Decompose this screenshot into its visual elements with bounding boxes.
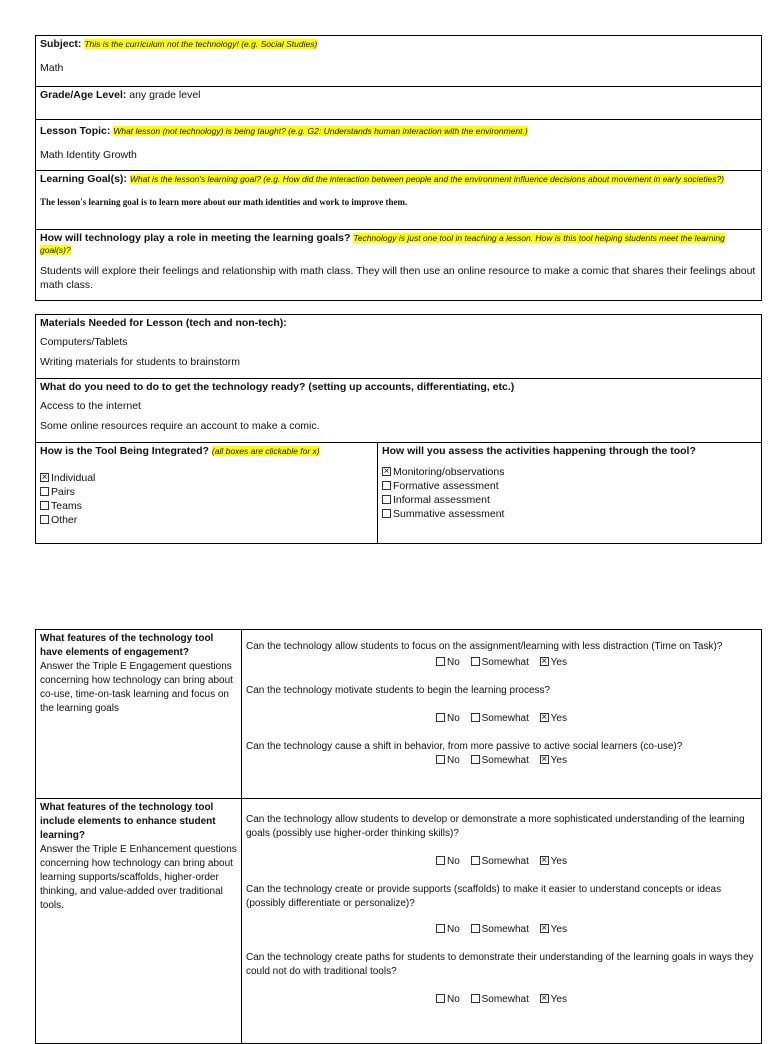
checkbox-checked-icon[interactable]	[40, 473, 49, 482]
checkbox-checked-icon[interactable]	[382, 467, 391, 476]
integrated-column	[36, 443, 377, 543]
materials-label: Materials Needed for Lesson (tech and non-tech):	[40, 317, 287, 329]
integrated-pairs[interactable]: Pairs	[40, 485, 373, 499]
checkbox-icon[interactable]	[40, 487, 49, 496]
assess-formative[interactable]: Formative assessment	[382, 479, 757, 493]
integrated-label: How is the Tool Being Integrated?	[40, 445, 209, 457]
option-somewhat[interactable]: Somewhat	[471, 924, 529, 935]
option-no[interactable]: No	[436, 856, 460, 867]
goal-hint: What is the lesson's learning goal? (e.g. How did the interaction between people and the environment influence decisions about movement in early societies?)	[129, 174, 724, 184]
engagement-q2-options	[246, 712, 757, 726]
integrated-hint: (all boxes are clickable for x)	[211, 446, 320, 456]
enhancement-q3: Can the technology create paths for students to demonstrate their understanding of the learning goals in ways they could not do with traditional tools?	[246, 952, 754, 977]
checkbox-icon[interactable]	[471, 924, 480, 933]
engagement-row	[36, 630, 762, 799]
option-no[interactable]: No	[436, 657, 460, 668]
engagement-q1-options	[246, 656, 757, 670]
option-yes[interactable]: × Yes	[540, 856, 567, 867]
option-yes[interactable]: × Yes	[540, 924, 567, 935]
materials-row	[36, 315, 761, 379]
engagement-heading-cell	[36, 630, 242, 799]
role-label: How will technology play a role in meeting the learning goals?	[40, 232, 351, 244]
engagement-heading: What features of the technology tool have elements of engagement?	[40, 633, 214, 658]
option-yes[interactable]: × Yes	[540, 755, 567, 766]
topic-value[interactable]: Math Identity Growth	[40, 149, 137, 161]
materials-box	[35, 314, 762, 544]
checkbox-checked-icon[interactable]	[540, 924, 549, 933]
enhancement-questions-cell	[242, 799, 762, 1044]
enhancement-q2-options	[246, 923, 757, 937]
option-no[interactable]: No	[436, 994, 460, 1005]
option-somewhat[interactable]: Somewhat	[471, 657, 529, 668]
checkbox-icon[interactable]	[40, 515, 49, 524]
checkbox-checked-icon[interactable]	[540, 856, 549, 865]
topic-label: Lesson Topic:	[40, 125, 111, 137]
checkbox-checked-icon[interactable]	[540, 994, 549, 1003]
goal-label: Learning Goal(s):	[40, 173, 127, 185]
integrated-teams[interactable]: Teams	[40, 499, 373, 513]
ready-item-1[interactable]: Access to the internet	[40, 400, 141, 412]
assess-label: How will you assess the activities happening through the tool?	[382, 445, 696, 457]
role-row	[36, 230, 761, 300]
option-yes[interactable]: × Yes	[540, 994, 567, 1005]
goal-value[interactable]: The lesson's learning goal is to learn more about our math identities and work to improve them.	[40, 197, 408, 207]
grade-row	[36, 87, 761, 120]
ready-row	[36, 379, 761, 443]
enhancement-q2: Can the technology create or provide supports (scaffolds) to make it easier to understand concepts or ideas (possibly differentiate or personalize)?	[246, 884, 722, 909]
checkbox-icon[interactable]	[471, 994, 480, 1003]
checkbox-icon[interactable]	[382, 495, 391, 504]
checkbox-icon[interactable]	[436, 713, 445, 722]
topic-hint: What lesson (not technology) is being taught? (e.g. G2: Understands human interaction with the environment.)	[113, 126, 528, 136]
checkbox-icon[interactable]	[40, 501, 49, 510]
enhancement-heading-cell	[36, 799, 242, 1044]
checkbox-checked-icon[interactable]	[540, 755, 549, 764]
enhancement-desc: Answer the Triple E Enhancement questions concerning how technology can bring about learning supports/scaffolds, higher-order thinking, and value-added over traditional tools.	[40, 844, 237, 911]
checkbox-icon[interactable]	[471, 856, 480, 865]
goal-row	[36, 171, 761, 230]
subject-label: Subject:	[40, 38, 82, 50]
ready-item-2[interactable]: Some online resources require an account to make a comic.	[40, 420, 320, 432]
option-yes[interactable]: × Yes	[540, 657, 567, 668]
engagement-q3-options	[246, 754, 757, 768]
option-no[interactable]: No	[436, 755, 460, 766]
integrated-other[interactable]: Other	[40, 513, 373, 527]
materials-item-2[interactable]: Writing materials for students to brainstorm	[40, 356, 240, 368]
enhancement-q1-options	[246, 855, 757, 869]
option-somewhat[interactable]: Somewhat	[471, 755, 529, 766]
checkbox-icon[interactable]	[436, 657, 445, 666]
checkbox-icon[interactable]	[382, 481, 391, 490]
assess-informal[interactable]: Informal assessment	[382, 493, 757, 507]
checkbox-checked-icon[interactable]	[540, 657, 549, 666]
integration-row	[36, 443, 761, 543]
subject-value[interactable]: Math	[40, 62, 64, 74]
subject-row	[36, 36, 761, 87]
checkbox-icon[interactable]	[436, 994, 445, 1003]
option-no[interactable]: No	[436, 713, 460, 724]
engagement-desc: Answer the Triple E Engagement questions concerning how technology can bring about co-use, time-on-task learning and focus on the learning goals	[40, 661, 233, 714]
checkbox-icon[interactable]	[436, 856, 445, 865]
enhancement-heading: What features of the technology tool include elements to enhance student learning?	[40, 802, 216, 841]
option-somewhat[interactable]: Somewhat	[471, 856, 529, 867]
option-somewhat[interactable]: Somewhat	[471, 994, 529, 1005]
checkbox-icon[interactable]	[471, 713, 480, 722]
option-somewhat[interactable]: Somewhat	[471, 713, 529, 724]
option-no[interactable]: No	[436, 924, 460, 935]
checkbox-checked-icon[interactable]	[540, 713, 549, 722]
role-hint: Technology is just one tool in teaching a lesson. How is this tool helping students meet the learning goal(s)?	[40, 233, 725, 255]
engagement-q1: Can the technology allow students to focus on the assignment/learning with less distraction (Time on Task)?	[246, 641, 723, 652]
materials-item-1[interactable]: Computers/Tablets	[40, 336, 128, 348]
subject-hint: This is the curriculum not the technology! (e.g. Social Studies)	[84, 39, 318, 49]
option-yes[interactable]: × Yes	[540, 713, 567, 724]
checkbox-icon[interactable]	[436, 755, 445, 764]
assess-monitoring[interactable]: ×Monitoring/observations	[382, 465, 757, 479]
role-value[interactable]: Students will explore their feelings and relationship with math class. They will then use an online resource to make a comic that shares their feelings about math class.	[40, 265, 756, 291]
integrated-individual[interactable]: ×Individual	[40, 471, 373, 485]
engagement-q2: Can the technology motivate students to begin the learning process?	[246, 685, 551, 696]
assess-summative[interactable]: Summative assessment	[382, 507, 757, 521]
enhancement-row	[36, 799, 762, 1044]
grade-value[interactable]: any grade level	[129, 89, 201, 101]
checkbox-icon[interactable]	[471, 755, 480, 764]
triple-e-table	[35, 629, 762, 1044]
topic-row	[36, 120, 761, 171]
ready-label: What do you need to do to get the technology ready? (setting up accounts, differentiating, etc.)	[40, 381, 515, 393]
grade-label: Grade/Age Level:	[40, 89, 127, 101]
enhancement-q3-options	[246, 993, 757, 1007]
checkbox-icon[interactable]	[471, 657, 480, 666]
engagement-questions-cell	[242, 630, 762, 799]
enhancement-q1: Can the technology allow students to develop or demonstrate a more sophisticated understanding of the learning goals (possibly use higher-order thinking skills)?	[246, 814, 745, 839]
assess-column	[377, 443, 761, 543]
lesson-info-box	[35, 35, 762, 301]
checkbox-icon[interactable]	[382, 509, 391, 518]
checkbox-icon[interactable]	[436, 924, 445, 933]
engagement-q3: Can the technology cause a shift in behavior, from more passive to active social learners (co-use)?	[246, 741, 683, 752]
